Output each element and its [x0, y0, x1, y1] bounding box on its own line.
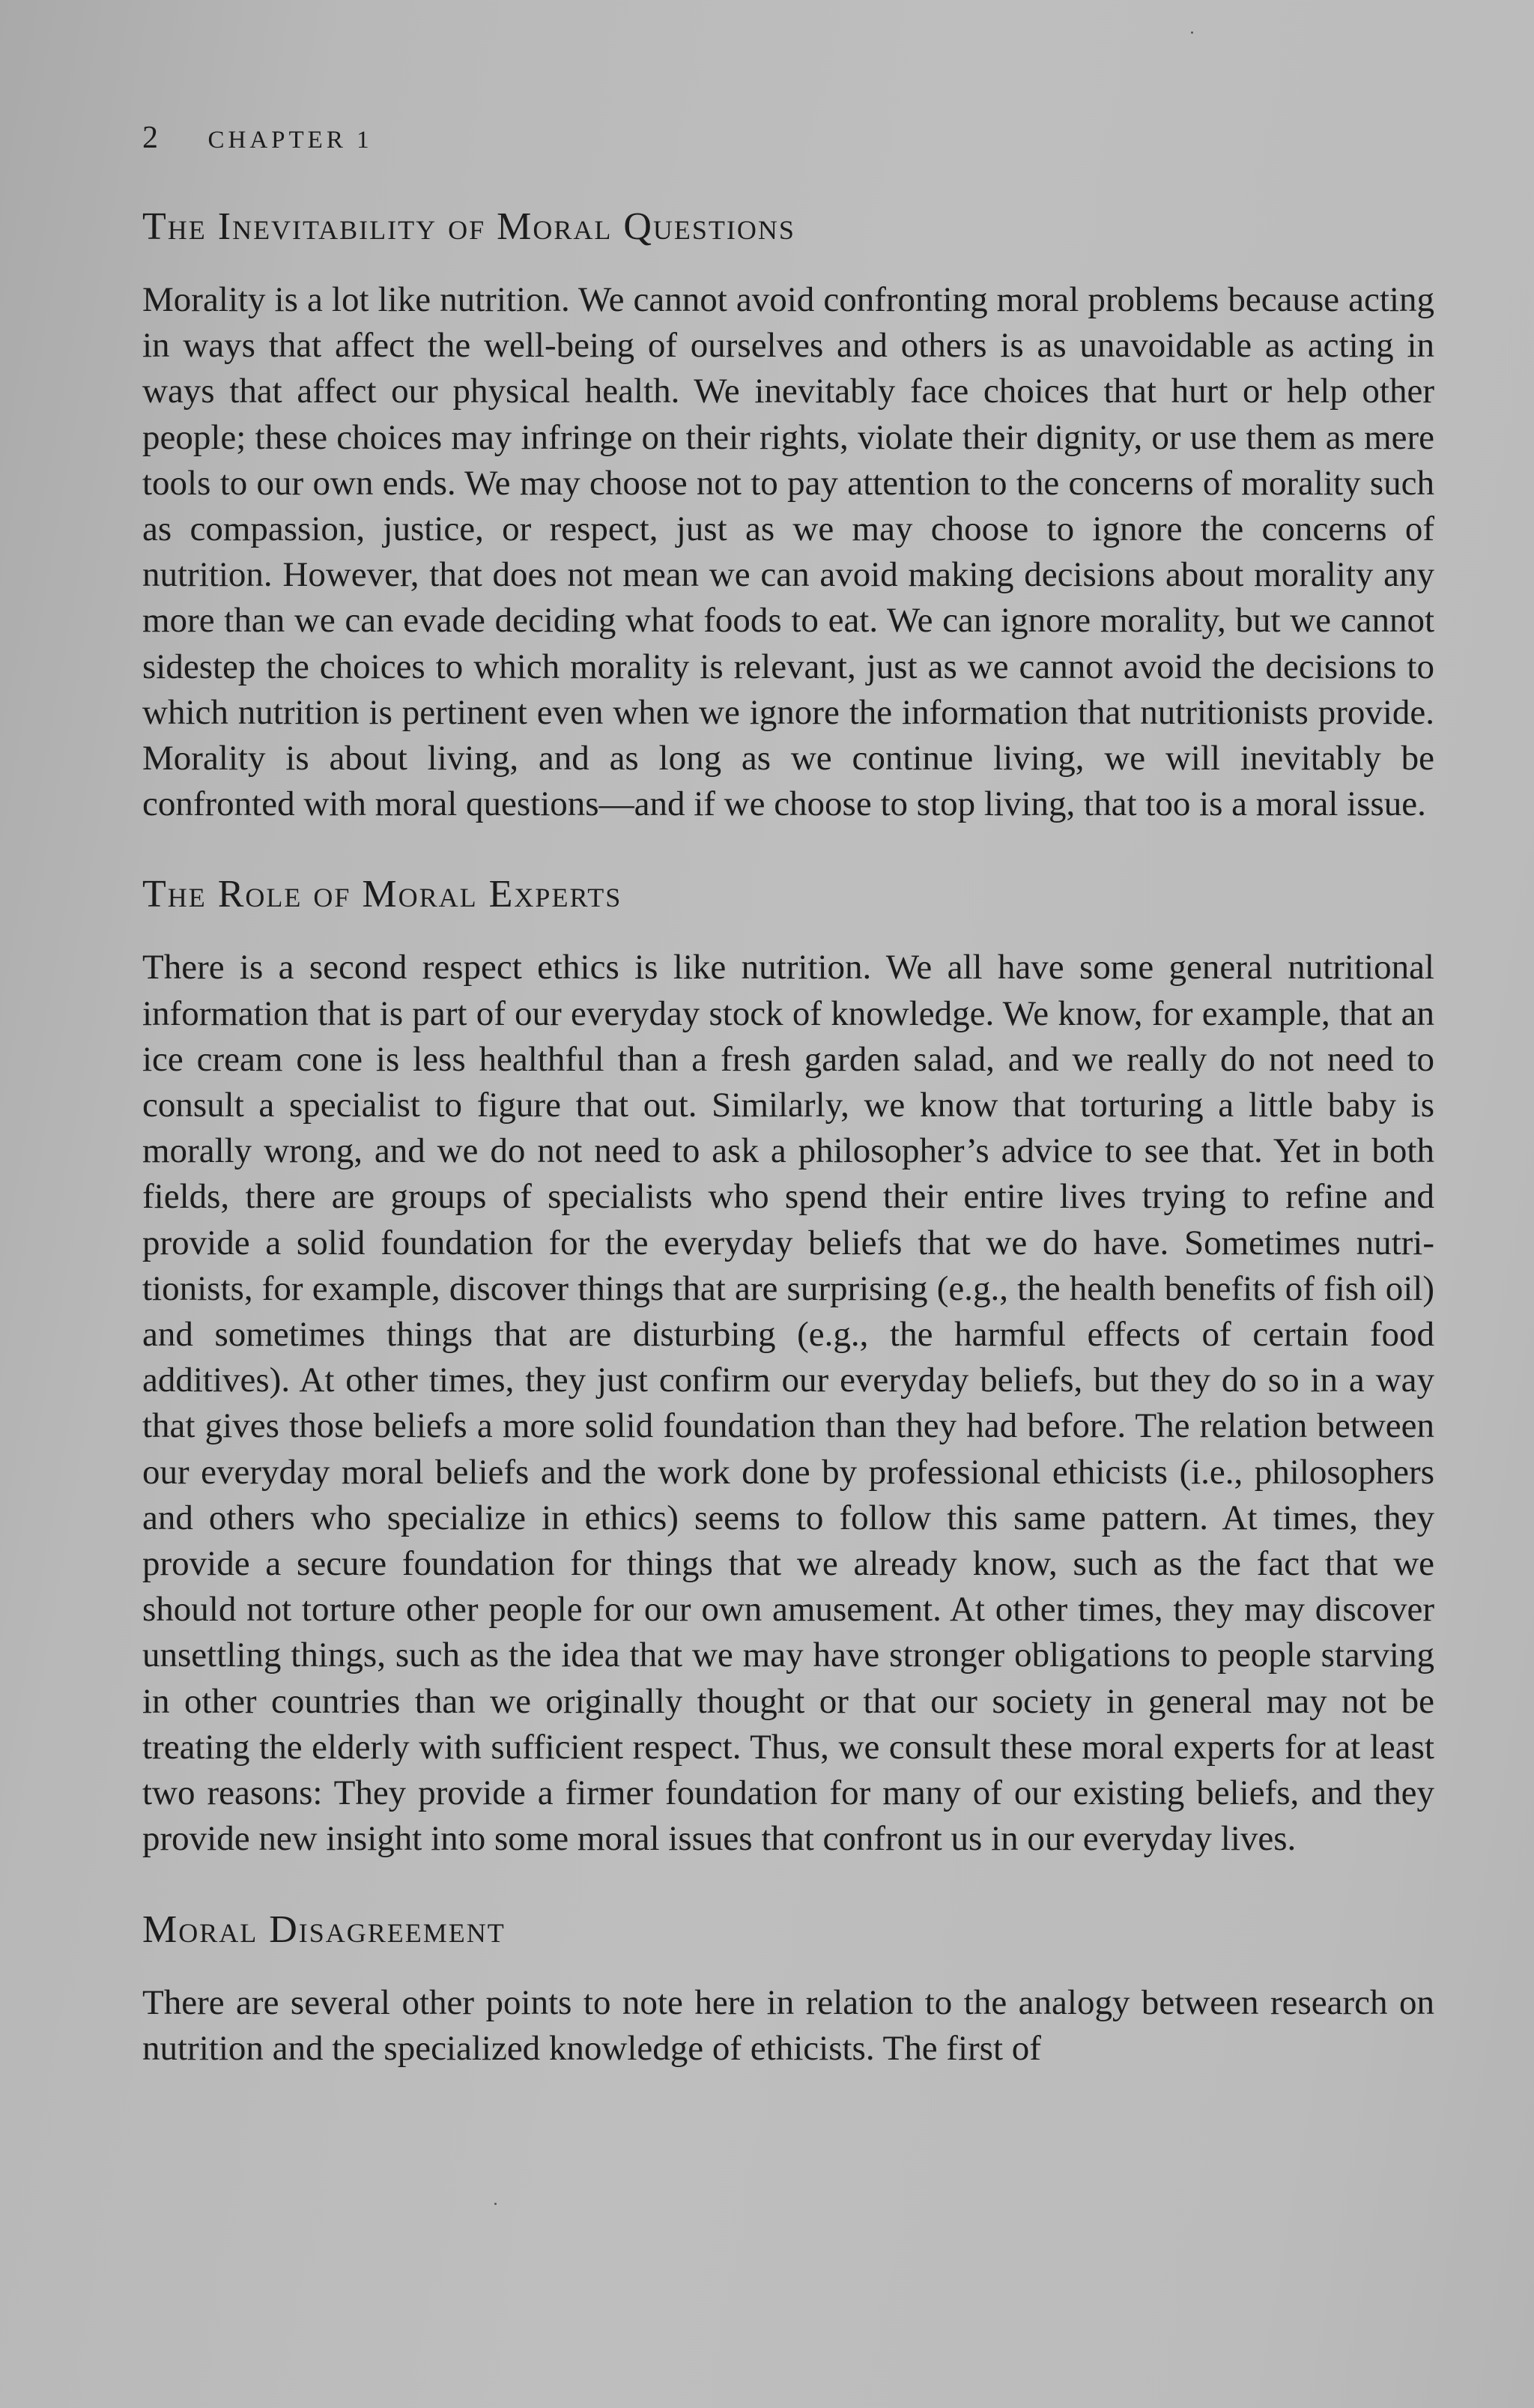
section-paragraph: There is a second respect ethics is like nutrition. We all have some general nutritional information that is part of our everyday stock of knowledge. We know, for example, that an ice cream cone is less healthful than a fresh garden salad, and we really do not need to consult a specialist to figure that out. Similarly, we know that torturing a little baby is morally wrong, and we do not need to ask a philosopher’s advice to see that. Yet in both fields, there are groups of specialists who spend their entire lives trying to refine and provide a solid foundation for the everyday beliefs that we do have. Sometimes nutritionists, for example, discover things that are surprising (e.g., the health benefits of fish oil) and sometimes things that are disturbing (e.g., the harmful effects of certain food additives). At other times, they just confirm our everyday beliefs, but they do so in a way that gives those beliefs a more solid foundation than they had before. The relation between our everyday moral beliefs and the work done by professional ethicists (i.e., philosophers and others who specialize in ethics) seems to follow this same pattern. At times, they provide a secure foundation for things that we already know, such as the fact that we should not torture other people for our own amusement. At other times, they may discover unsettling things, such as the idea that we may have stronger obligations to people starving in other countries than we originally thought or that our society in general may not be treating the elderly with sufficient respect. Thus, we consult these moral experts for at least two reasons: They provide a firmer foundation for many of our existing beliefs, and they provide new insight into some moral issues that confront us in our everyday lives.: [142, 948, 1434, 1859]
chapter-label: CHAPTER 1: [207, 127, 373, 154]
page-number: 2: [142, 121, 160, 155]
running-head: [142, 120, 373, 156]
page-body: [142, 201, 1434, 2072]
section-paragraph: There are several other points to note here in relation to the analogy between research on nutrition and the specialized knowledge of ethicists. The first of: [142, 1982, 1434, 2068]
scan-speck: [494, 2203, 497, 2205]
section-paragraph: Morality is a lot like nutrition. We cannot avoid confronting moral problems because acting in ways that affect the well-being of ourselves and others is as unavoidable as acting in ways that affect our physical health. We inevitably face choices that hurt or help other people; these choices may infringe on their rights, violate their dignity, or use them as mere tools to our own ends. We may choose not to pay attention to the concerns of morality such as compassion, justice, or respect, just as we may choose to ignore the concerns of nutrition. However, that does not mean we can avoid making decisions about morality any more than we can evade deciding what foods to eat. We can ignore morality, but we cannot sidestep the choices to which morality is relevant, just as we cannot avoid the decisions to which nutrition is pertinent even when we ignore the information that nutritionists provide. Morality is about living, and as long as we continue living, we will inevitably be confronted with moral questions—and if we choose to stop living, that too is a moral issue.: [142, 280, 1434, 824]
section-heading: Moral Disagreement: [142, 1908, 506, 1951]
scan-speck: [1191, 31, 1193, 34]
section-heading: The Inevitability of Moral Questions: [142, 205, 795, 248]
section-heading: The Role of Moral Experts: [142, 873, 622, 916]
